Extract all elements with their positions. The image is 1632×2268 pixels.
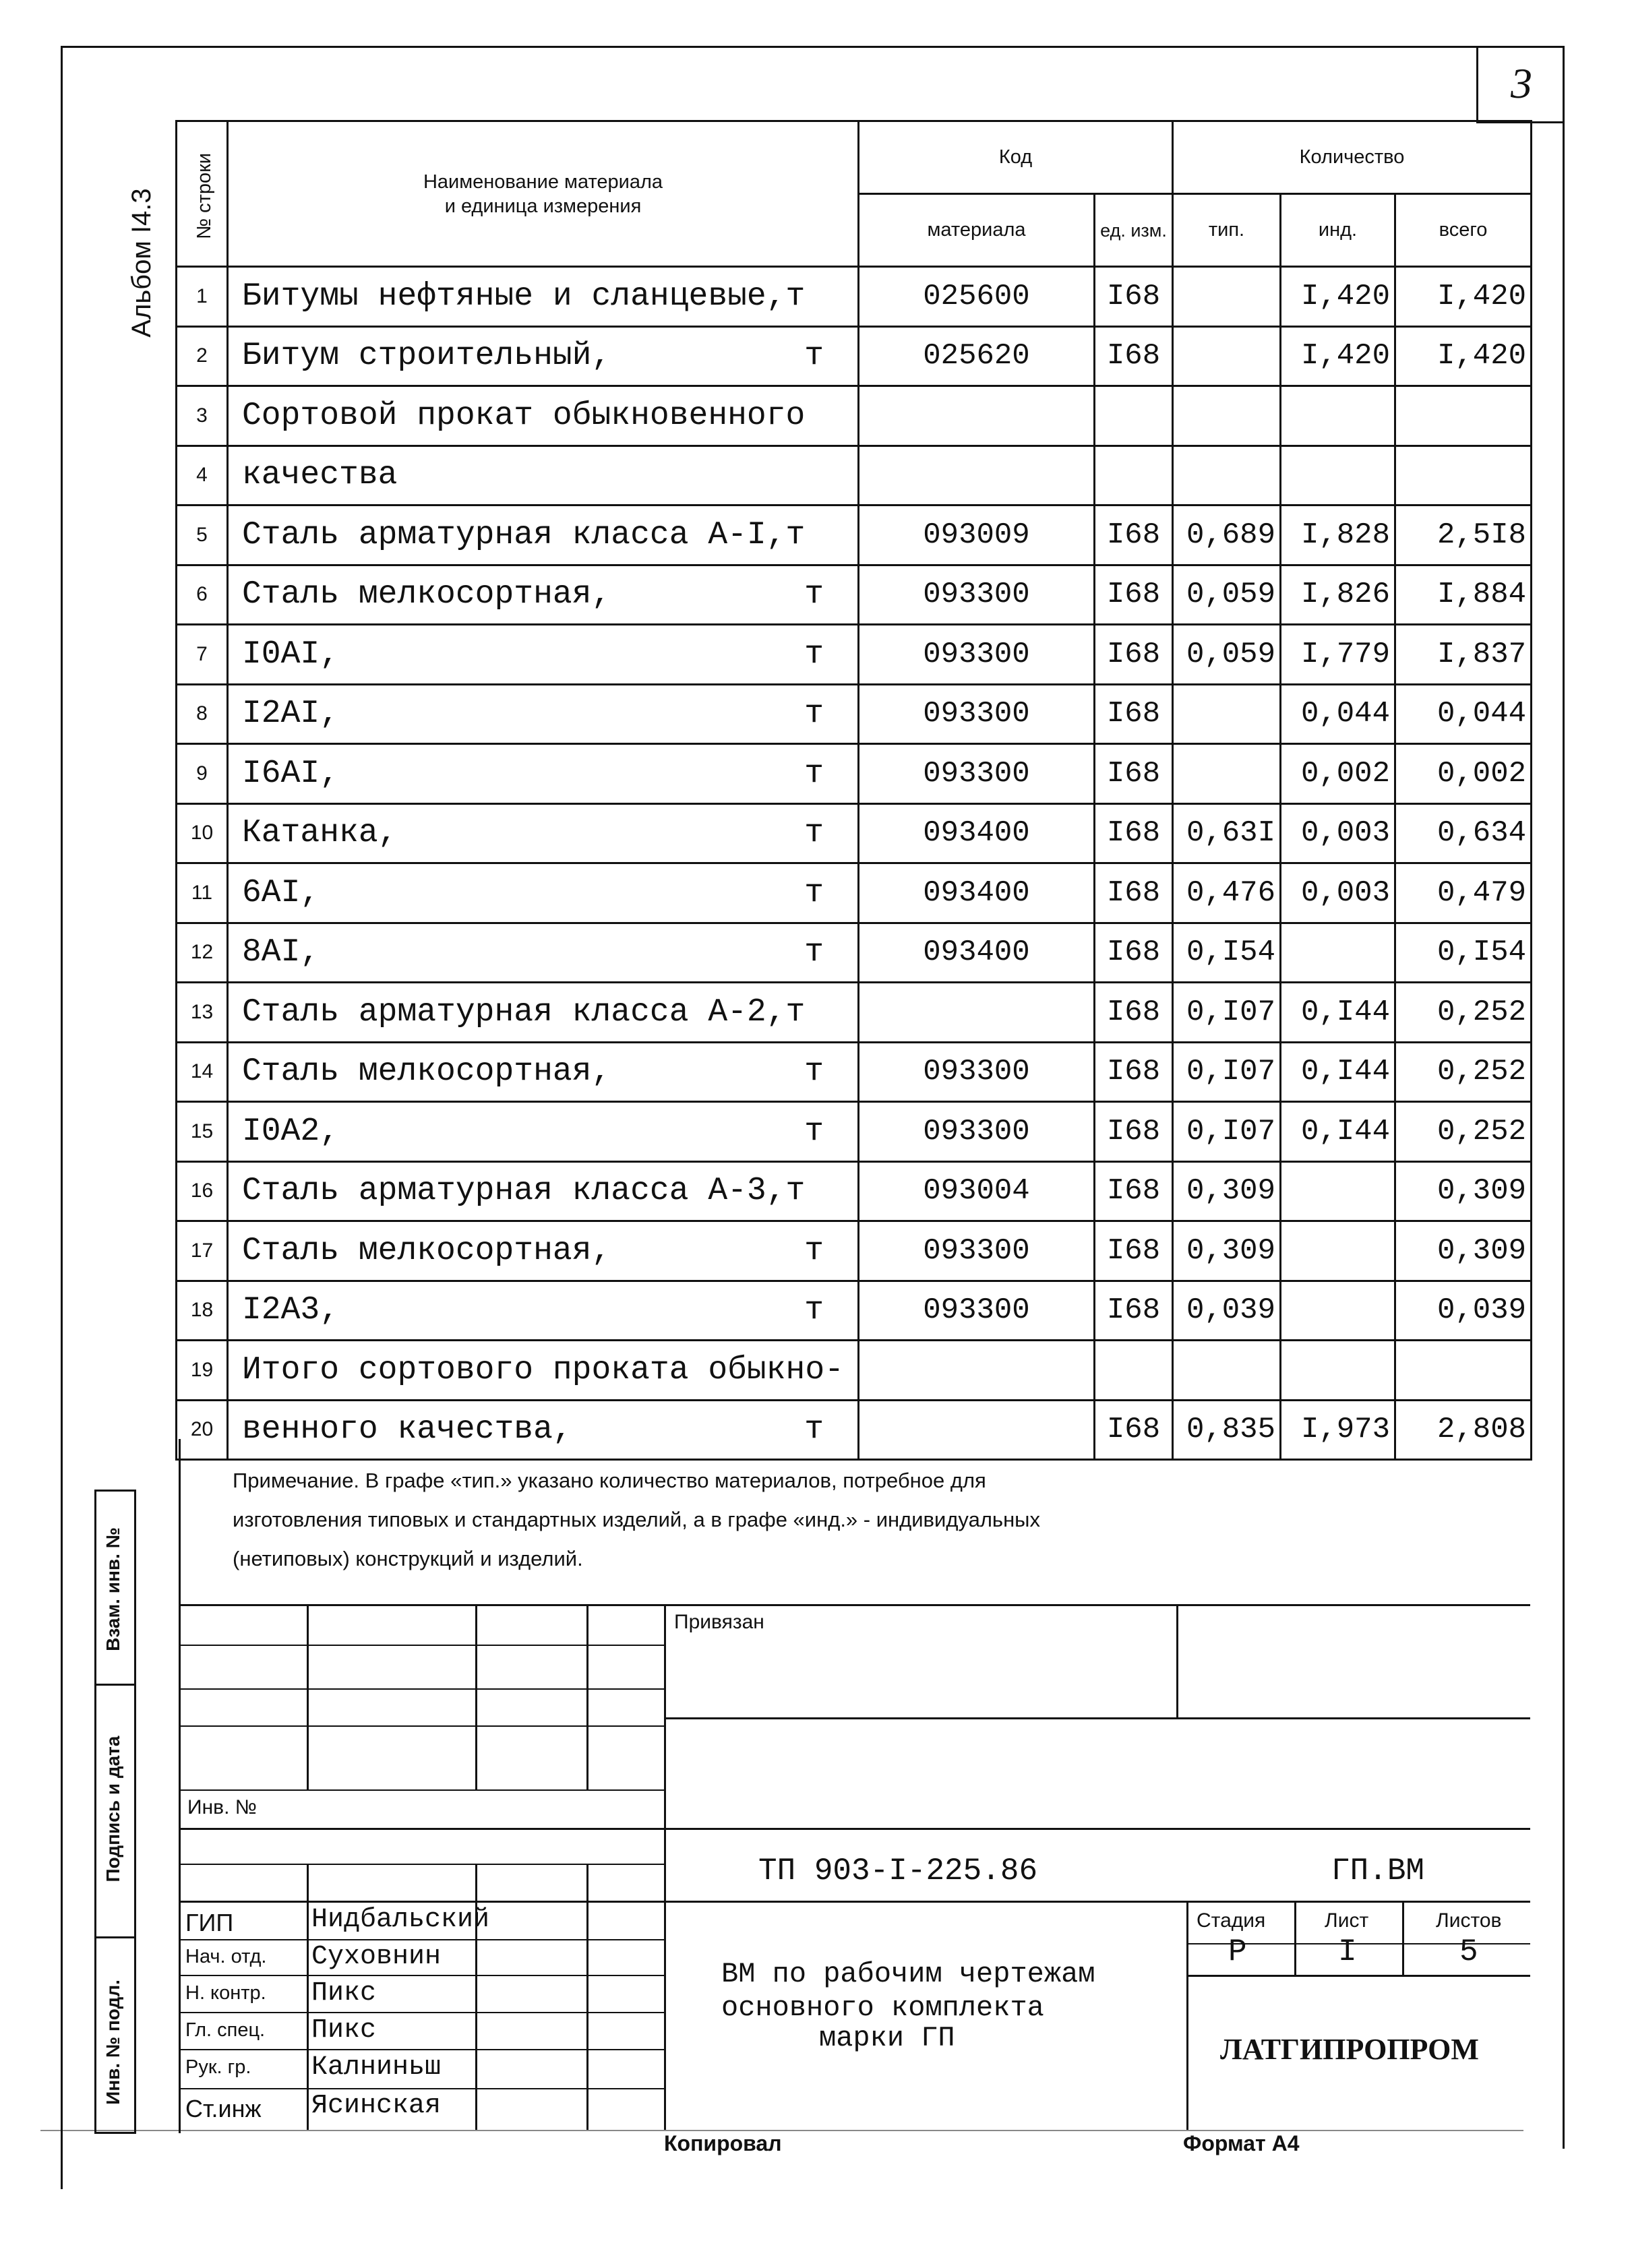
qty-total: 0,039 <box>1395 1281 1532 1341</box>
role-person: Калниньш <box>311 2052 442 2083</box>
table-row <box>177 625 1532 685</box>
material-code <box>859 386 1095 446</box>
role-person: Суховнин <box>311 1942 442 1972</box>
unit-code <box>1095 386 1173 446</box>
table-row <box>177 684 1532 744</box>
role-label: Ст.инж <box>185 2095 262 2122</box>
material-name: 6AI, т <box>228 863 859 923</box>
qty-total: 0,479 <box>1395 863 1532 923</box>
qty-ind: I,420 <box>1281 326 1395 386</box>
unit-code <box>1095 446 1173 505</box>
unit-code: I68 <box>1095 625 1173 685</box>
material-code: 093400 <box>859 863 1095 923</box>
material-code: 093004 <box>859 1161 1095 1221</box>
row-number: 13 <box>177 983 228 1043</box>
unit-code: I68 <box>1095 1161 1173 1221</box>
margin-podpis: Подпись и дата <box>102 1736 123 1882</box>
qty-typ <box>1173 684 1281 744</box>
row-number: 5 <box>177 505 228 565</box>
unit-code: I68 <box>1095 923 1173 983</box>
qty-typ: 0,I07 <box>1173 1102 1281 1162</box>
unit-symbol: т <box>804 696 824 733</box>
qty-typ <box>1173 326 1281 386</box>
qty-ind: 0,I44 <box>1281 1102 1395 1162</box>
qty-typ: 0,039 <box>1173 1281 1281 1341</box>
note-block <box>233 1461 1446 1579</box>
qty-total: I,420 <box>1395 326 1532 386</box>
title-line-3: марки ГП <box>819 2022 955 2054</box>
material-name: Сталь арматурная класса А-3,т <box>228 1161 859 1221</box>
material-name: венного качества, т <box>228 1400 859 1460</box>
stage-value: Р <box>1228 1934 1247 1969</box>
header-total: всего <box>1395 194 1532 267</box>
table-row <box>177 863 1532 923</box>
table-row <box>177 565 1532 625</box>
row-number: 6 <box>177 565 228 625</box>
qty-ind: I,828 <box>1281 505 1395 565</box>
privyazan-label: Привязан <box>674 1611 764 1633</box>
qty-typ: 0,309 <box>1173 1221 1281 1281</box>
table-row <box>177 923 1532 983</box>
row-number: 4 <box>177 446 228 505</box>
qty-ind <box>1281 446 1395 505</box>
qty-total: 0,002 <box>1395 744 1532 804</box>
unit-code: I68 <box>1095 505 1173 565</box>
header-name: Наименование материала и единица измерения <box>228 121 859 267</box>
qty-typ: 0,059 <box>1173 565 1281 625</box>
qty-ind: I,826 <box>1281 565 1395 625</box>
material-name: Сортовой прокат обыкновенного <box>228 386 859 446</box>
unit-symbol: т <box>804 874 824 911</box>
qty-typ: 0,I07 <box>1173 1042 1281 1102</box>
role-label: Рук. гр. <box>185 2056 251 2078</box>
header-unit: ед. изм. <box>1095 194 1173 267</box>
unit-code <box>1095 1341 1173 1401</box>
qty-ind <box>1281 1281 1395 1341</box>
unit-code: I68 <box>1095 684 1173 744</box>
row-number: 7 <box>177 625 228 685</box>
table-row <box>177 505 1532 565</box>
role-person: Пикс <box>311 2015 377 2046</box>
unit-symbol: т <box>804 1411 824 1448</box>
table-row <box>177 386 1532 446</box>
row-number: 2 <box>177 326 228 386</box>
margin-inv: Инв. № подл. <box>102 1980 123 2105</box>
qty-typ: 0,309 <box>1173 1161 1281 1221</box>
qty-total: 0,309 <box>1395 1161 1532 1221</box>
qty-total: 2,5I8 <box>1395 505 1532 565</box>
row-number: 3 <box>177 386 228 446</box>
unit-symbol: т <box>804 815 824 852</box>
qty-typ <box>1173 267 1281 327</box>
material-name: Сталь мелкосортная, т <box>228 1221 859 1281</box>
role-label: Гл. спец. <box>185 2019 266 2041</box>
material-name: I2A3, т <box>228 1281 859 1341</box>
sheet-label: Лист <box>1325 1909 1369 1932</box>
unit-symbol: т <box>804 338 824 375</box>
stage-label: Стадия <box>1197 1909 1266 1932</box>
material-code: 025600 <box>859 267 1095 327</box>
role-label: Нач. отд. <box>185 1946 267 1967</box>
unit-symbol: т <box>804 1113 824 1150</box>
note-line-3: (нетиповых) конструкций и изделий. <box>233 1547 583 1570</box>
material-code <box>859 1400 1095 1460</box>
header-material: материала <box>859 194 1095 267</box>
table-row <box>177 1161 1532 1221</box>
qty-typ <box>1173 386 1281 446</box>
table-row <box>177 1400 1532 1460</box>
material-code <box>859 983 1095 1043</box>
role-label: ГИП <box>185 1909 234 1936</box>
doc-mark: ГП.ВМ <box>1331 1853 1425 1889</box>
qty-ind <box>1281 1341 1395 1401</box>
qty-total <box>1395 386 1532 446</box>
unit-symbol: т <box>804 934 824 971</box>
qty-ind: 0,I44 <box>1281 983 1395 1043</box>
frame-top <box>61 46 1564 48</box>
qty-total: 0,634 <box>1395 803 1532 863</box>
material-name: I0A2, т <box>228 1102 859 1162</box>
material-code: 093300 <box>859 1221 1095 1281</box>
qty-total: 0,I54 <box>1395 923 1532 983</box>
sheets-label: Листов <box>1436 1909 1502 1932</box>
qty-total: 0,044 <box>1395 684 1532 744</box>
qty-typ <box>1173 744 1281 804</box>
row-number: 16 <box>177 1161 228 1221</box>
material-name: Сталь мелкосортная, т <box>228 1042 859 1102</box>
table-row <box>177 983 1532 1043</box>
title-line-1: ВМ по рабочим чертежам <box>721 1958 1095 1990</box>
role-person: Ясинская <box>311 2091 442 2121</box>
table-row <box>177 1221 1532 1281</box>
unit-code: I68 <box>1095 1042 1173 1102</box>
material-code: 093300 <box>859 565 1095 625</box>
row-number: 11 <box>177 863 228 923</box>
org-name: ЛАТГИПРОПРОМ <box>1220 2033 1479 2066</box>
row-number: 14 <box>177 1042 228 1102</box>
header-ind: инд. <box>1281 194 1395 267</box>
qty-total: 0,252 <box>1395 1042 1532 1102</box>
unit-code: I68 <box>1095 565 1173 625</box>
materials-table <box>175 120 1532 1461</box>
unit-code: I68 <box>1095 863 1173 923</box>
unit-symbol: т <box>804 576 824 613</box>
header-row-no: № строки <box>177 121 228 267</box>
qty-ind <box>1281 1221 1395 1281</box>
material-code: 093300 <box>859 1042 1095 1102</box>
material-code: 093300 <box>859 1102 1095 1162</box>
row-number: 12 <box>177 923 228 983</box>
material-name: Итого сортового проката обыкно- <box>228 1341 859 1401</box>
material-code: 025620 <box>859 326 1095 386</box>
unit-code: I68 <box>1095 744 1173 804</box>
material-code: 093300 <box>859 1281 1095 1341</box>
qty-total: 0,309 <box>1395 1221 1532 1281</box>
qty-total: 0,252 <box>1395 983 1532 1043</box>
table-row <box>177 326 1532 386</box>
material-code: 093400 <box>859 803 1095 863</box>
unit-code: I68 <box>1095 803 1173 863</box>
qty-typ: 0,63I <box>1173 803 1281 863</box>
material-code: 093300 <box>859 684 1095 744</box>
qty-ind: 0,I44 <box>1281 1042 1395 1102</box>
frame-left <box>61 46 63 2189</box>
qty-ind: I,973 <box>1281 1400 1395 1460</box>
material-name: Сталь мелкосортная, т <box>228 565 859 625</box>
doc-code: ТП 903-I-225.86 <box>758 1853 1038 1889</box>
row-number: 1 <box>177 267 228 327</box>
footer-copied: Копировал <box>664 2131 782 2155</box>
row-number: 18 <box>177 1281 228 1341</box>
unit-symbol: т <box>804 1232 824 1269</box>
header-typ: тип. <box>1173 194 1281 267</box>
unit-code: I68 <box>1095 267 1173 327</box>
header-code: Код <box>859 121 1173 194</box>
material-name: Сталь арматурная класса А-2,т <box>228 983 859 1043</box>
qty-total <box>1395 1341 1532 1401</box>
qty-ind: 0,003 <box>1281 863 1395 923</box>
material-code: 093300 <box>859 625 1095 685</box>
row-number: 17 <box>177 1221 228 1281</box>
qty-total: I,420 <box>1395 267 1532 327</box>
row-number: 20 <box>177 1400 228 1460</box>
qty-ind <box>1281 923 1395 983</box>
material-name: Битумы нефтяные и сланцевые,т <box>228 267 859 327</box>
row-number: 19 <box>177 1341 228 1401</box>
qty-typ: 0,I54 <box>1173 923 1281 983</box>
material-code <box>859 446 1095 505</box>
unit-symbol: т <box>804 1053 824 1091</box>
inv-no-label: Инв. № <box>187 1796 257 1818</box>
unit-code: I68 <box>1095 1281 1173 1341</box>
material-name: качества <box>228 446 859 505</box>
note-line-2: изготовления типовых и стандартных изделий, а в графе «инд.» - индивидуальных <box>233 1508 1040 1531</box>
frame-right <box>1563 46 1565 2149</box>
table-row <box>177 446 1532 505</box>
unit-code: I68 <box>1095 983 1173 1043</box>
table-row <box>177 267 1532 327</box>
footer-format: Формат А4 <box>1183 2131 1300 2155</box>
qty-typ: 0,689 <box>1173 505 1281 565</box>
album-label: Альбом I4.3 <box>127 188 156 338</box>
qty-ind: 0,044 <box>1281 684 1395 744</box>
qty-ind <box>1281 386 1395 446</box>
material-name: I0AI, т <box>228 625 859 685</box>
row-number: 10 <box>177 803 228 863</box>
qty-ind: I,420 <box>1281 267 1395 327</box>
table-row <box>177 803 1532 863</box>
role-label: Н. контр. <box>185 1982 266 2004</box>
unit-symbol: т <box>804 755 824 792</box>
material-name: Сталь арматурная класса А-I,т <box>228 505 859 565</box>
table-row <box>177 1102 1532 1162</box>
material-code: 093400 <box>859 923 1095 983</box>
row-number: 9 <box>177 744 228 804</box>
qty-typ <box>1173 1341 1281 1401</box>
unit-code: I68 <box>1095 326 1173 386</box>
table-row <box>177 1281 1532 1341</box>
margin-vzam: Взам. инв. № <box>102 1527 123 1651</box>
qty-ind: I,779 <box>1281 625 1395 685</box>
material-name: Битум строительный, т <box>228 326 859 386</box>
unit-code: I68 <box>1095 1221 1173 1281</box>
frame-bottom <box>40 2130 1523 2131</box>
row-number: 8 <box>177 684 228 744</box>
role-person: Пикс <box>311 1978 377 2009</box>
qty-typ <box>1173 446 1281 505</box>
table-row <box>177 1042 1532 1102</box>
page-number-box <box>1476 46 1565 123</box>
sheet-value: I <box>1338 1934 1357 1969</box>
qty-ind: 0,003 <box>1281 803 1395 863</box>
qty-ind <box>1281 1161 1395 1221</box>
qty-ind: 0,002 <box>1281 744 1395 804</box>
qty-typ: 0,476 <box>1173 863 1281 923</box>
row-number: 15 <box>177 1102 228 1162</box>
qty-total: 0,252 <box>1395 1102 1532 1162</box>
material-code: 093009 <box>859 505 1095 565</box>
unit-symbol: т <box>804 636 824 673</box>
qty-typ: 0,835 <box>1173 1400 1281 1460</box>
title-line-2: основного комплекта <box>721 1992 1044 2024</box>
qty-total: 2,808 <box>1395 1400 1532 1460</box>
qty-total: I,884 <box>1395 565 1532 625</box>
qty-total: I,837 <box>1395 625 1532 685</box>
material-name: I6AI, т <box>228 744 859 804</box>
material-name: 8AI, т <box>228 923 859 983</box>
table-row <box>177 1341 1532 1401</box>
qty-typ: 0,I07 <box>1173 983 1281 1043</box>
header-quantity: Количество <box>1173 121 1532 194</box>
role-person: Нидбальский <box>311 1905 490 1935</box>
qty-typ: 0,059 <box>1173 625 1281 685</box>
table-row <box>177 744 1532 804</box>
material-code: 093300 <box>859 744 1095 804</box>
material-name: Катанка, т <box>228 803 859 863</box>
unit-code: I68 <box>1095 1102 1173 1162</box>
page-number: 3 <box>1511 59 1532 107</box>
note-line-1: Примечание. В графе «тип.» указано количество материалов, потребное для <box>233 1469 986 1492</box>
qty-total <box>1395 446 1532 505</box>
material-name: I2AI, т <box>228 684 859 744</box>
material-code <box>859 1341 1095 1401</box>
sheets-value: 5 <box>1459 1934 1478 1969</box>
unit-symbol: т <box>804 1292 824 1329</box>
unit-code: I68 <box>1095 1400 1173 1460</box>
